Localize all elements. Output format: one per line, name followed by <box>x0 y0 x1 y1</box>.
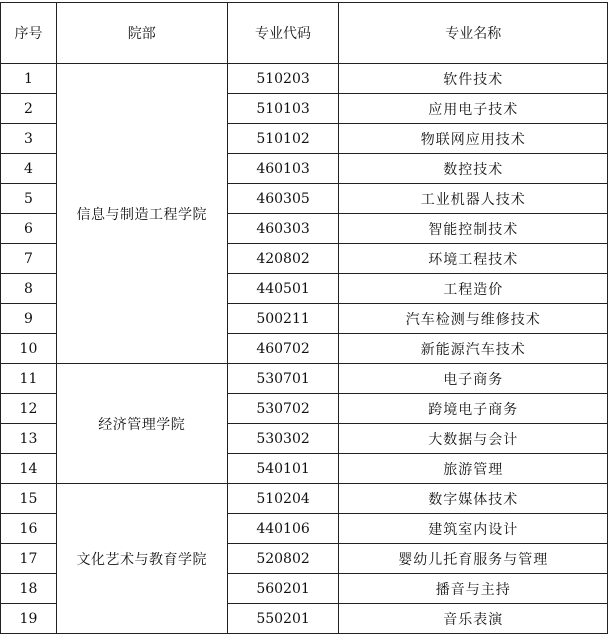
cell-index: 3 <box>1 124 57 154</box>
cell-index: 5 <box>1 184 57 214</box>
cell-department: 文化艺术与教育学院 <box>56 484 227 634</box>
cell-major-name: 音乐表演 <box>339 604 608 634</box>
cell-index: 2 <box>1 94 57 124</box>
cell-index: 17 <box>1 544 57 574</box>
cell-index: 10 <box>1 334 57 364</box>
table-row <box>1 484 608 514</box>
cell-index: 15 <box>1 484 57 514</box>
cell-index: 6 <box>1 214 57 244</box>
cell-major-name: 电子商务 <box>339 364 608 394</box>
cell-index: 18 <box>1 574 57 604</box>
cell-major-name: 工业机器人技术 <box>339 184 608 214</box>
cell-department: 信息与制造工程学院 <box>56 64 227 364</box>
cell-major-code: 510203 <box>227 64 339 94</box>
cell-major-name: 婴幼儿托育服务与管理 <box>339 544 608 574</box>
cell-index: 8 <box>1 274 57 304</box>
cell-index: 16 <box>1 514 57 544</box>
cell-major-code: 530702 <box>227 394 339 424</box>
cell-major-code: 440501 <box>227 274 339 304</box>
table-body <box>1 64 608 634</box>
cell-index: 7 <box>1 244 57 274</box>
cell-major-code: 530302 <box>227 424 339 454</box>
cell-major-name: 数字媒体技术 <box>339 484 608 514</box>
cell-major-name: 应用电子技术 <box>339 94 608 124</box>
cell-major-code: 460702 <box>227 334 339 364</box>
cell-major-code: 530701 <box>227 364 339 394</box>
table-header <box>1 3 608 64</box>
cell-major-code: 520802 <box>227 544 339 574</box>
cell-index: 12 <box>1 394 57 424</box>
cell-index: 4 <box>1 154 57 184</box>
cell-major-code: 500211 <box>227 304 339 334</box>
cell-index: 11 <box>1 364 57 394</box>
cell-major-code: 510103 <box>227 94 339 124</box>
cell-major-name: 旅游管理 <box>339 454 608 484</box>
cell-index: 19 <box>1 604 57 634</box>
cell-index: 9 <box>1 304 57 334</box>
cell-major-code: 460103 <box>227 154 339 184</box>
cell-major-name: 智能控制技术 <box>339 214 608 244</box>
cell-major-name: 大数据与会计 <box>339 424 608 454</box>
header-major-code: 专业代码 <box>227 3 339 64</box>
header-row <box>1 3 608 64</box>
cell-major-name: 建筑室内设计 <box>339 514 608 544</box>
table-row <box>1 364 608 394</box>
cell-major-name: 物联网应用技术 <box>339 124 608 154</box>
cell-major-code: 560201 <box>227 574 339 604</box>
cell-major-name: 新能源汽车技术 <box>339 334 608 364</box>
cell-major-code: 540101 <box>227 454 339 484</box>
table-row <box>1 64 608 94</box>
cell-index: 13 <box>1 424 57 454</box>
cell-major-name: 播音与主持 <box>339 574 608 604</box>
cell-department: 经济管理学院 <box>56 364 227 484</box>
cell-major-name: 数控技术 <box>339 154 608 184</box>
cell-major-name: 工程造价 <box>339 274 608 304</box>
cell-major-name: 跨境电子商务 <box>339 394 608 424</box>
cell-major-code: 510204 <box>227 484 339 514</box>
cell-major-code: 550201 <box>227 604 339 634</box>
header-index: 序号 <box>1 3 57 64</box>
cell-major-name: 汽车检测与维修技术 <box>339 304 608 334</box>
cell-major-code: 420802 <box>227 244 339 274</box>
cell-major-code: 510102 <box>227 124 339 154</box>
cell-major-code: 460303 <box>227 214 339 244</box>
majors-table <box>0 2 608 634</box>
cell-major-code: 440106 <box>227 514 339 544</box>
cell-index: 14 <box>1 454 57 484</box>
cell-major-code: 460305 <box>227 184 339 214</box>
cell-major-name: 环境工程技术 <box>339 244 608 274</box>
cell-major-name: 软件技术 <box>339 64 608 94</box>
header-department: 院部 <box>56 3 227 64</box>
header-major-name: 专业名称 <box>339 3 608 64</box>
cell-index: 1 <box>1 64 57 94</box>
